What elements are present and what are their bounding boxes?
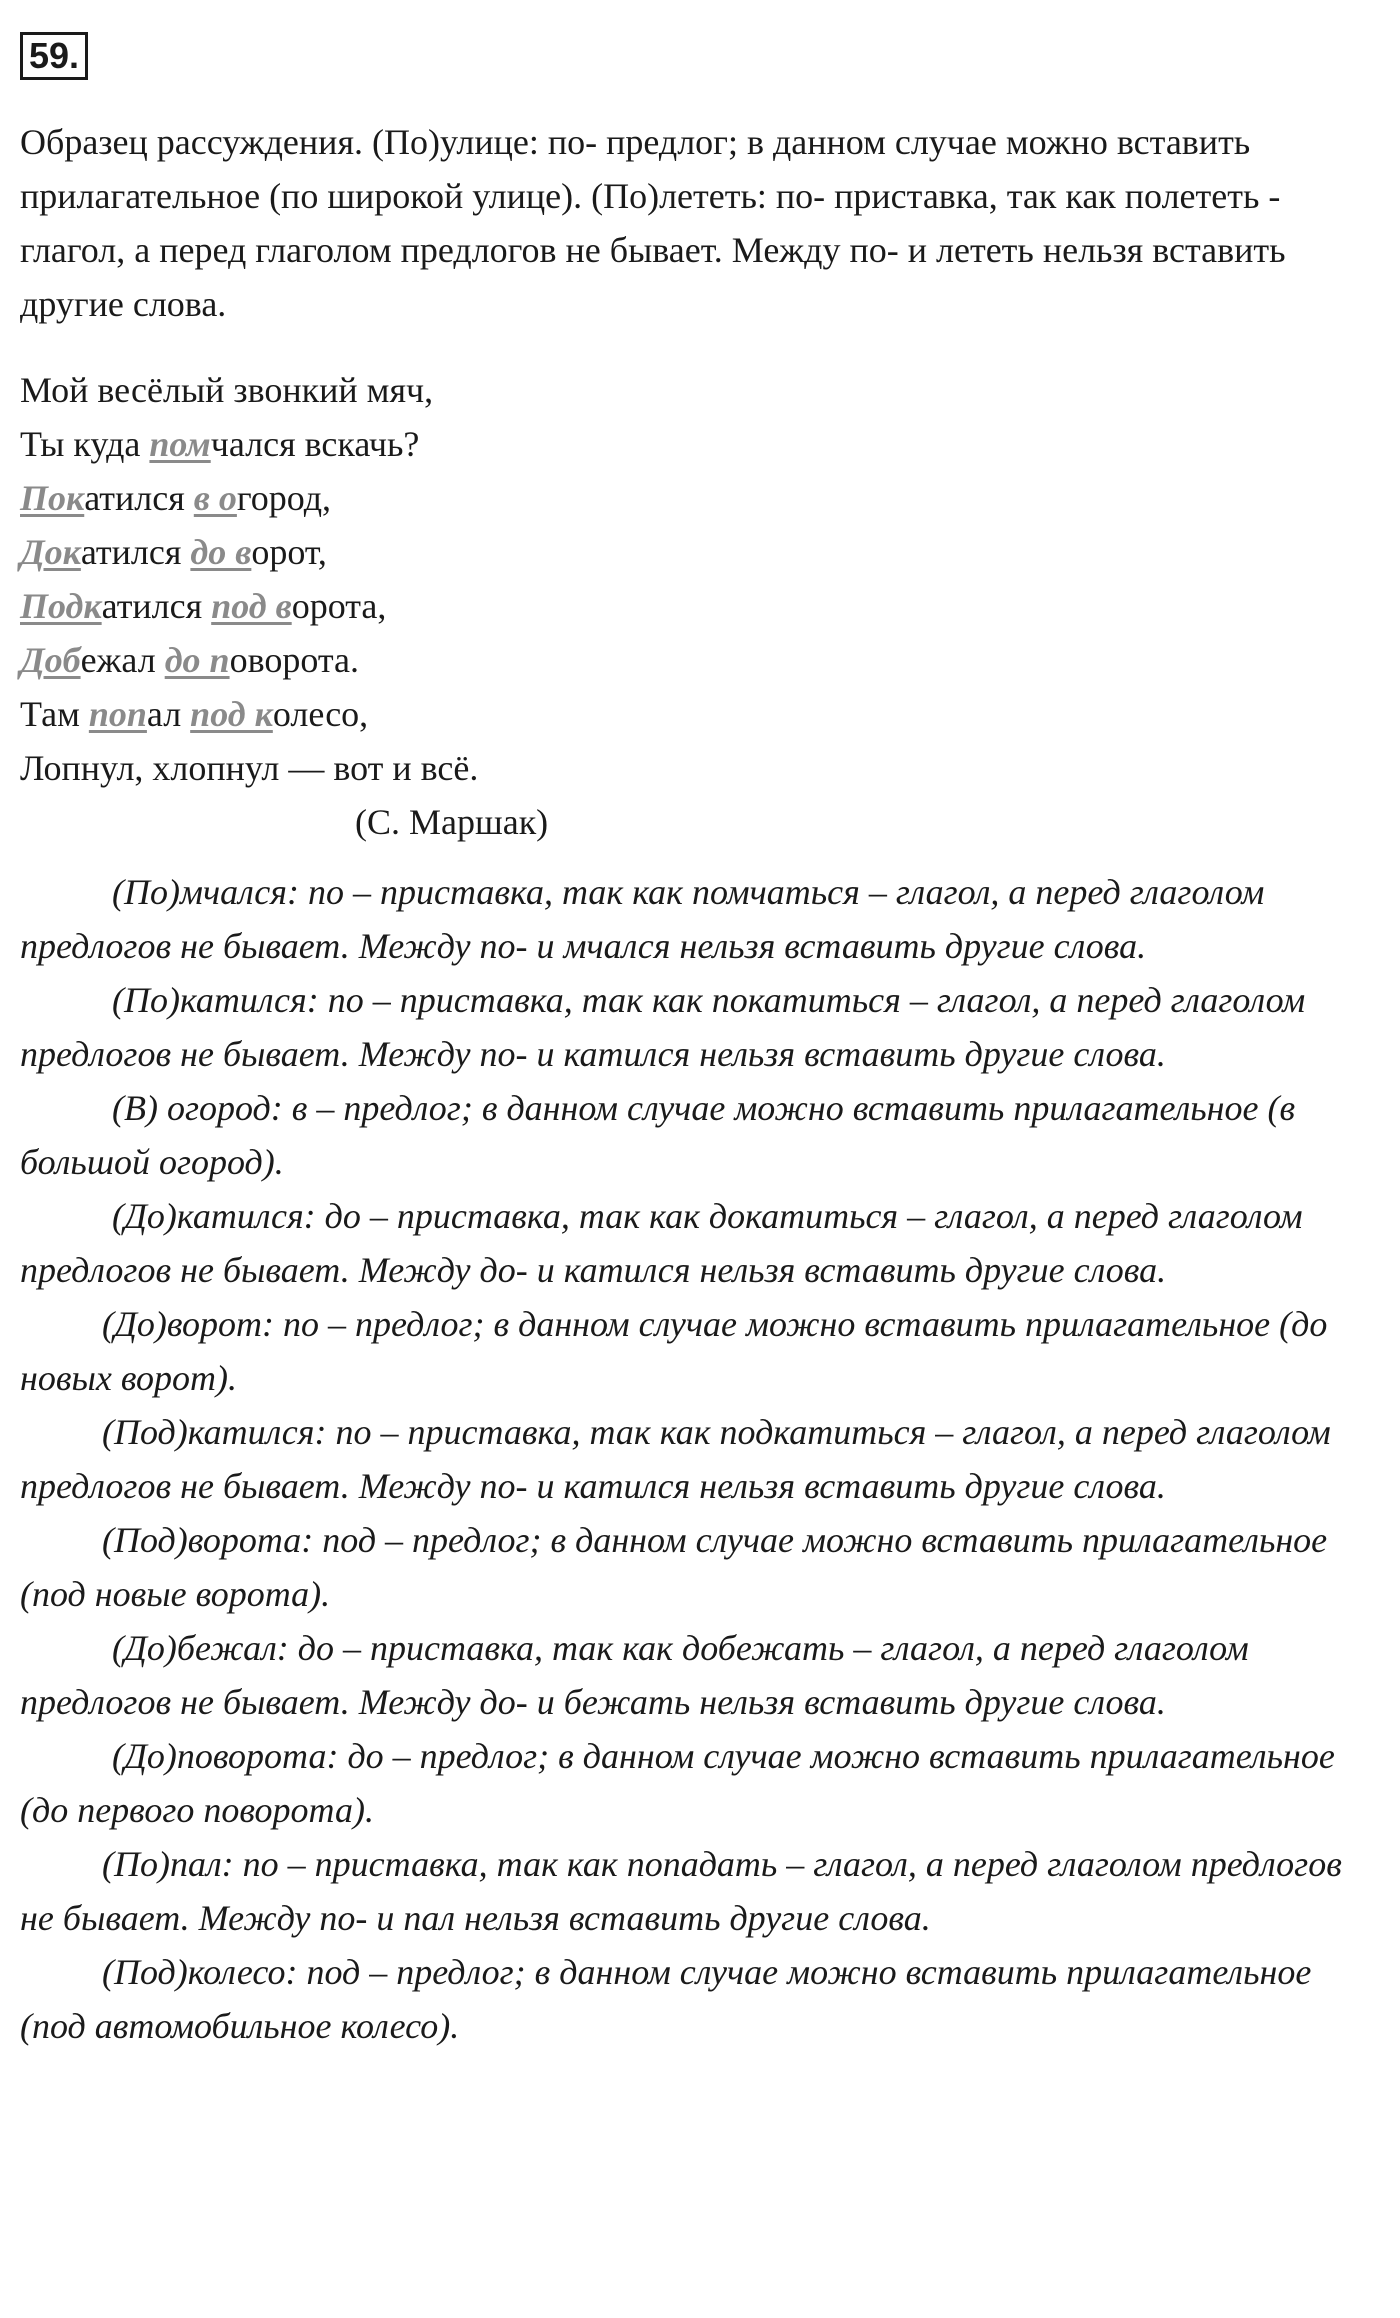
poem-text: Лопнул, хлопнул — вот и всё. [20,748,479,788]
poem-text: ежал [80,640,165,680]
analysis-item: (В) огород: в – предлог; в данном случае можно вставить прилагательное (в большой огород). [20,1088,1296,1182]
poem-line [20,741,1380,795]
analysis-item: (До)ворот: по – предлог; в данном случае можно вставить прилагательное (до новых ворот). [20,1304,1328,1398]
analysis-list [20,865,1380,2053]
highlighted-morpheme: под в [211,586,292,626]
analysis-item: (Под)колесо: под – предлог; в данном случае можно вставить прилагательное (под автомобильное колесо). [20,1952,1312,2046]
analysis-item: (По)пал: по – приставка, так как попадать – глагол, а перед глаголом предлогов не бывает. Между по- и пал нельзя вставить другие слова. [20,1844,1342,1938]
analysis-item: (По)мчался: по – приставка, так как помчаться – глагол, а перед глаголом предлогов не бывает. Между по- и мчался нельзя вставить другие слова. [20,872,1265,966]
poem-text: атился [84,478,194,518]
poem-line [20,633,1380,687]
poem-text: орота, [291,586,387,626]
intro-paragraph: Образец рассуждения. (По)улице: по- предлог; в данном случае можно вставить прилагательное (по широкой улице). (По)лететь: по- приставка, так как полететь - глагол, а перед глаголом предлогов не бывает. Между по- и лететь нельзя вставить другие слова. [20,122,1286,324]
poem-text: город, [236,478,332,518]
poem-line [20,579,1380,633]
analysis-item: (По)катился: по – приставка, так как покатиться – глагол, а перед глаголом предлогов не бывает. Между по- и катился нельзя вставить другие слова. [20,980,1306,1074]
analysis-item: (Под)катился: по – приставка, так как подкатиться – глагол, а перед глаголом предлогов не бывает. Между по- и катился нельзя вставить другие слова. [20,1412,1331,1506]
poem-text: орот, [251,532,327,572]
poem [20,363,1380,849]
highlighted-morpheme: под к [190,694,273,734]
document-page [20,32,1380,2053]
poem-lines [20,363,1380,795]
poem-line [20,471,1380,525]
highlighted-morpheme: до в [190,532,252,572]
analysis-item: (До)катился: до – приставка, так как докатиться – глагол, а перед глаголом предлогов не бывает. Между до- и катился нельзя вставить другие слова. [20,1196,1303,1290]
analysis-item: (Под)ворота: под – предлог; в данном случае можно вставить прилагательное (под новые ворота). [20,1520,1328,1614]
poem-text: оворота. [229,640,360,680]
highlighted-morpheme: Пок [20,478,85,518]
poem-text: олесо, [272,694,369,734]
highlighted-morpheme: Доб [20,640,81,680]
poem-text: Мой весёлый звонкий мяч, [20,370,434,410]
poem-line [20,363,1380,417]
poem-line [20,417,1380,471]
poem-line [20,525,1380,579]
poem-text: чался вскачь? [210,424,420,464]
highlighted-morpheme: Док [20,532,81,572]
analysis-item: (До)поворота: до – предлог; в данном случае можно вставить прилагательное (до первого поворота). [20,1736,1335,1830]
highlighted-morpheme: Подк [20,586,102,626]
poem-text: Там [20,694,89,734]
poem-text: Ты куда [20,424,150,464]
highlighted-morpheme: до п [164,640,230,680]
poem-author: (С. Маршак) [355,802,549,842]
analysis-item: (До)бежал: до – приставка, так как добежать – глагол, а перед глаголом предлогов не бывает. Между до- и бежать нельзя вставить другие слова. [20,1628,1249,1722]
highlighted-morpheme: поп [88,694,147,734]
poem-text: атился [101,586,212,626]
poem-text: ал [146,694,191,734]
poem-line [20,687,1380,741]
poem-text: атился [80,532,191,572]
highlighted-morpheme: пом [149,424,211,464]
task-number-box: 59. [20,32,88,80]
highlighted-morpheme: в о [193,478,237,518]
